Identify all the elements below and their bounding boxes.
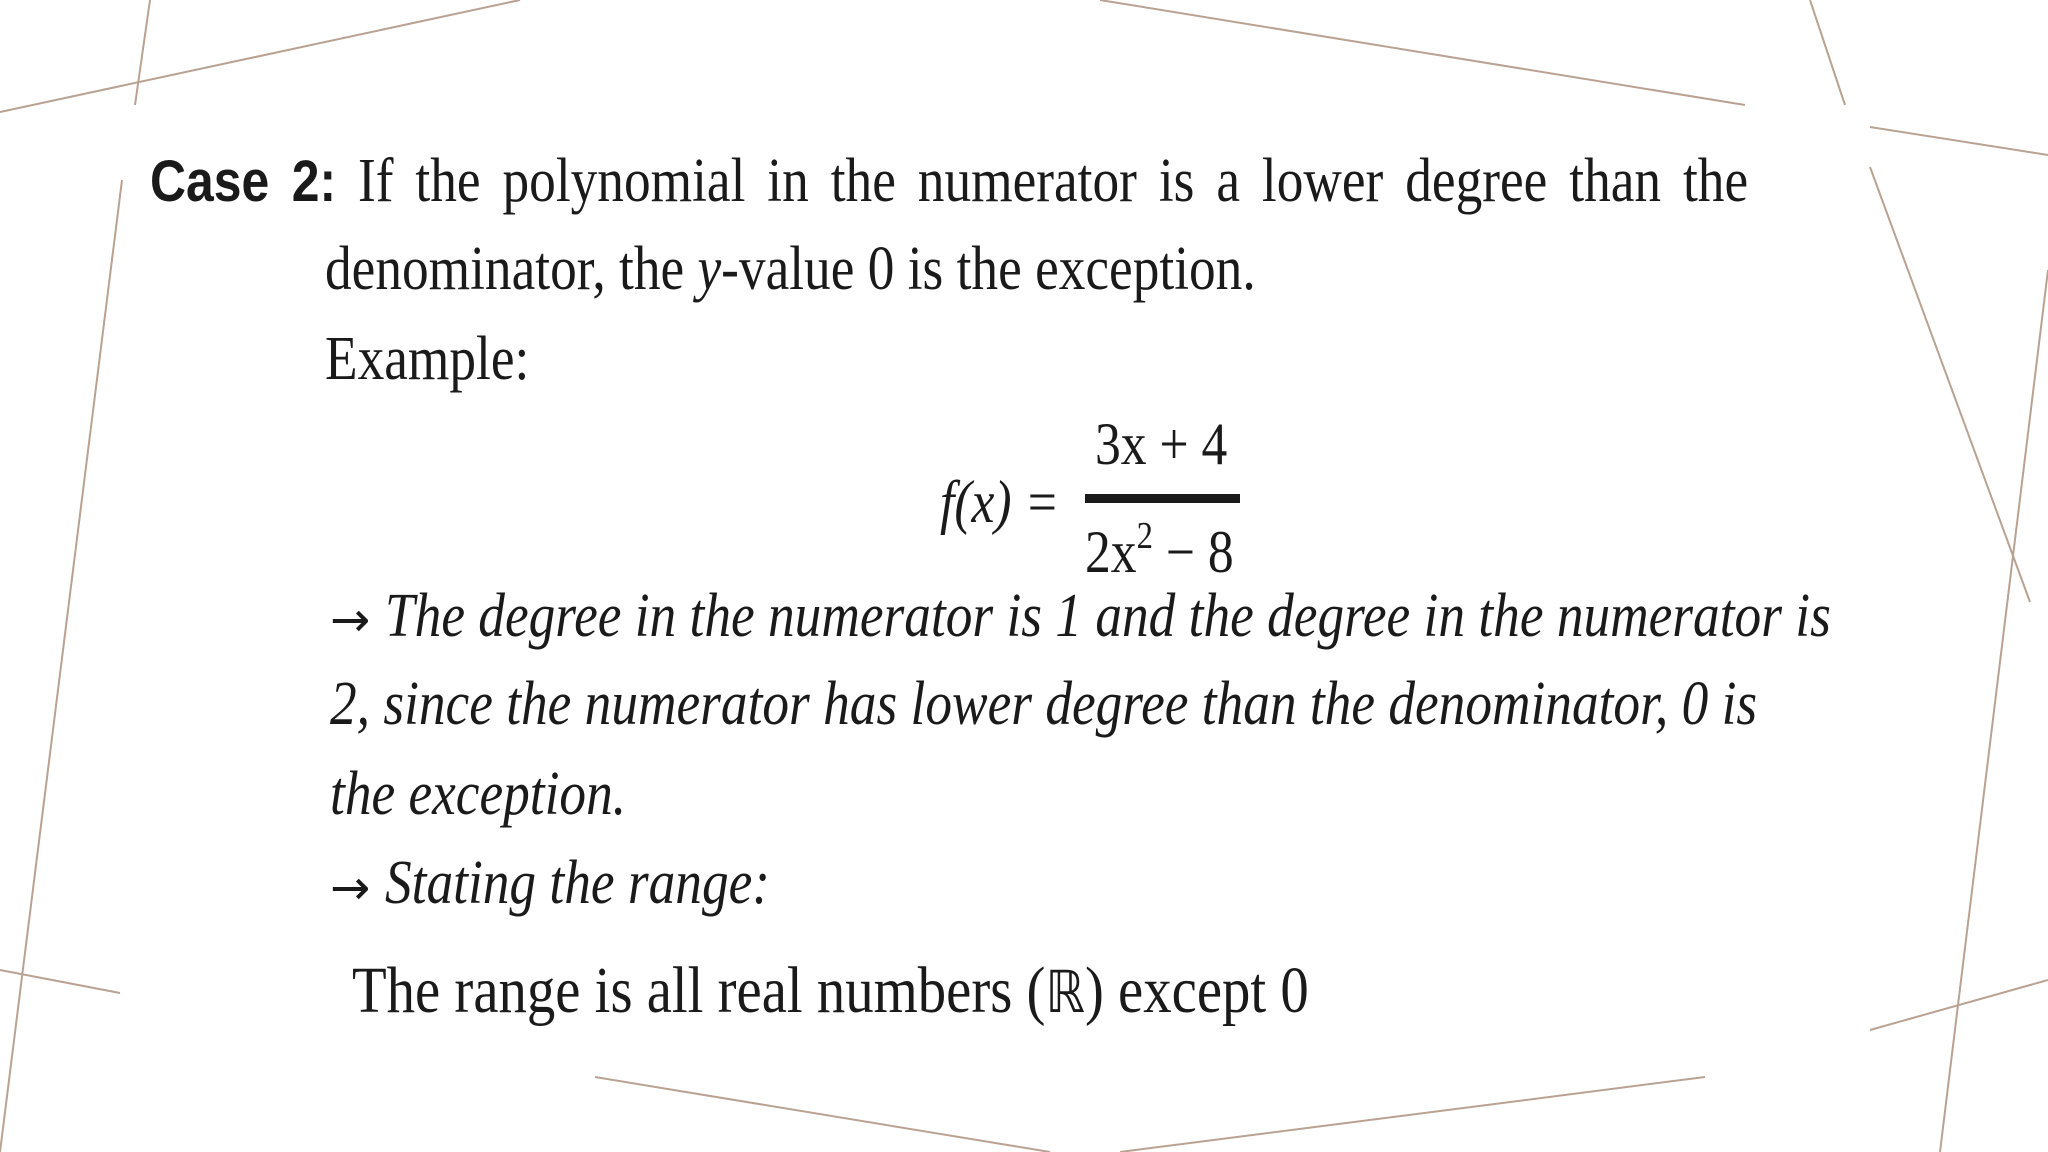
decor-line (0, 0, 520, 112)
range-suffix: ) except 0 (1084, 954, 1309, 1027)
case-heading-line (150, 147, 1749, 215)
case-text-part: denominator, the (325, 235, 698, 303)
case-text-line2 (325, 235, 1256, 303)
explanation-line1: The degree in the numerator is 1 and the degree in the numerator is (385, 582, 1831, 650)
decor-line (1810, 0, 1845, 105)
denominator-base: 2x (1085, 519, 1137, 585)
formula-lhs: f(x) = (940, 469, 1060, 535)
explanation-line2: 2, since the numerator has lower degree than the denominator, 0 is (330, 670, 1758, 738)
formula-denominator (1085, 514, 1234, 587)
decor-line (135, 0, 150, 105)
formula-numerator: 3x + 4 (1095, 411, 1228, 477)
real-numbers-symbol: ℝ (1045, 958, 1085, 1026)
range-prefix: The range is all real numbers ( (352, 954, 1046, 1027)
case-label: Case 2: (150, 149, 337, 214)
denominator-rest: − 8 (1152, 519, 1234, 585)
decor-line (0, 180, 122, 1152)
case-text-line1: If the polynomial in the numerator is a lower degree than the (357, 147, 1749, 215)
arrow-icon: → (330, 860, 371, 916)
range-statement (352, 954, 1309, 1027)
formula (930, 408, 1270, 588)
decor-line (595, 1077, 1050, 1152)
decor-line (1120, 1077, 1705, 1152)
decor-line (0, 970, 120, 993)
decor-line (1870, 980, 2048, 1030)
explanation-line3: the exception. (330, 760, 627, 828)
decor-line (1870, 127, 2048, 155)
variable-y: y (697, 235, 722, 303)
case-text-part: -value 0 is the exception. (721, 235, 1256, 303)
example-label: Example: (325, 325, 530, 393)
fraction-bar (1085, 494, 1240, 503)
stating-range: Stating the range: (385, 849, 771, 917)
arrow-icon: → (330, 592, 371, 648)
decor-line (1870, 167, 2030, 602)
denominator-exponent: 2 (1136, 515, 1153, 557)
decor-line (1100, 0, 1745, 105)
